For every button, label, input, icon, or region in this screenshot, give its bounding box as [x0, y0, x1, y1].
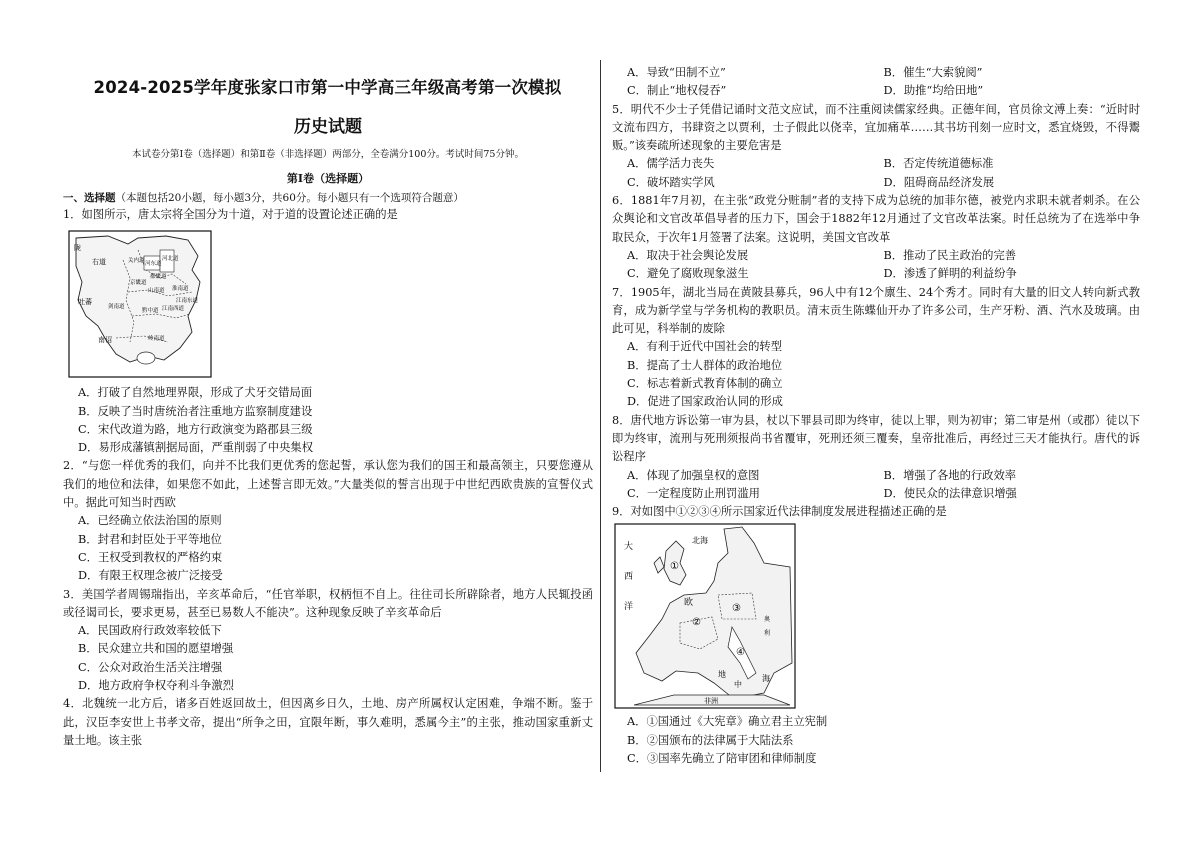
option-row	[612, 485, 1140, 503]
option: D．有限王权理念被广泛接受	[78, 569, 223, 583]
option: B．推动了民主政治的完善	[883, 248, 1017, 262]
question-3-stem: 3．美国学者周锡瑞指出，辛亥革命后，“任官举职，权柄恒不自上。往往司长所辟除者，地方人民辄投函或径谒司长，要求更易，甚至已易数人不能决”。这种现象反映了辛亥革命后	[63, 587, 593, 619]
option: B．反映了当时唐统治者注重地方监察制度建设	[78, 404, 313, 418]
map1-label: 河东道	[145, 261, 162, 268]
map1-label: 陇	[74, 244, 81, 253]
left-column	[63, 60, 593, 750]
map1-label: 剑南道	[108, 304, 125, 311]
question-4-stem: 4．北魏统一北方后，诸多百姓返回故土，但因离乡日久，土地、房产所属权认定困难，争端不断。鉴于此，汉臣李安世上书孝文帝，提出“所争之田，宜限年断，事久难明，悉属今主”的主张，推动国家重新丈量土地。该主张	[63, 697, 593, 747]
option: D．地方政府争权夺利斗争激烈	[78, 679, 234, 693]
option-row	[612, 174, 1140, 192]
map9-label: ①	[670, 561, 679, 573]
option-row	[612, 64, 1140, 82]
option: B．②国颁布的法律属于大陆法系	[627, 733, 794, 747]
question-6-stem: 6．1881年7月初，在主张“政党分赃制”者的支持下成为总统的加菲尔德，被党内求职未就者刺杀。在公众舆论和文官改革倡导者的压力下，国会于1882年12月通过了文官改革法案。时任总统为了在选举中争取民众，于次年1月签署了法案。这说明，美国文官改革	[612, 194, 1140, 244]
option: C．王权受到教权的严格约束	[78, 550, 223, 564]
map1-label: 京畿道	[130, 280, 147, 287]
option: A．体现了加强皇权的意图	[627, 468, 760, 482]
map1-label: 黔中道	[142, 308, 159, 315]
map9-label: ④	[736, 647, 745, 659]
option: C．公众对政治生活关注增强	[78, 660, 223, 674]
europe-map	[614, 523, 796, 709]
option: B．封君和封臣处于平等地位	[78, 532, 222, 546]
map1-label: 右道	[92, 258, 106, 267]
option: A．民国政府行政效率较低下	[78, 624, 222, 638]
option: A．儒学活力丧失	[627, 157, 715, 171]
right-column	[612, 64, 1140, 768]
question-7-stem: 7．1905年，湖北当局在黄陂县募兵，96人中有12个廪生、24个秀才。同时有大量的旧文人转向新式教育，成为新学堂与学务机构的教职员。清末贡生陈蝶仙开办了许多公司，生产牙粉、酒、汽水及玻璃。由此可见，科举制的废除	[612, 285, 1140, 336]
option: A．有利于近代中国社会的转型	[627, 340, 783, 354]
map1-label: 都畿道	[150, 274, 167, 281]
section-label: 一、选择题	[63, 192, 116, 204]
option: A．导致“田制不立”	[627, 66, 726, 79]
map1-label: 南诏	[98, 336, 112, 345]
map9-label: 利	[764, 630, 771, 638]
option: B．提高了士人群体的政治地位	[627, 358, 783, 372]
option: C．③国率先确立了陪审团和律师制度	[627, 752, 817, 766]
option-row	[612, 155, 1140, 173]
option: C．破坏踏实学风	[627, 175, 715, 189]
option-row	[612, 82, 1140, 100]
map9-label: 大	[624, 542, 634, 553]
section-desc: （本题包括20小题，每小题3分，共60分。每小题只有一个选项符合题意）	[115, 192, 464, 204]
question-5-stem: 5．明代不少士子凭借记诵时文范文应试，而不注重阅读儒家经典。正德年间，官员徐文溥上奏：“近时时文流布四方，书肆资之以贾利，士子假此以侥幸，宜加痛革……其书坊刊刻一应时文，悉宜烧毁，不得鬻贩。”该奏疏所述现象的主要危害是	[612, 102, 1140, 153]
map9-label: 中	[734, 680, 742, 690]
map1-label: 山南道	[148, 288, 165, 295]
map1-label: 河北道	[162, 256, 179, 263]
option: D．助推“均给田地”	[883, 84, 984, 98]
option-row	[612, 265, 1140, 283]
option: A．打破了自然地理界限，形成了犬牙交错局面	[78, 386, 313, 400]
exam-note: 本试卷分第Ⅰ卷（选择题）和第Ⅱ卷（非选择题）两部分，全卷满分100分。考试时间75分钟。	[132, 149, 524, 160]
map9-label: 洋	[624, 602, 634, 613]
tang-ten-circuits-map	[68, 230, 212, 378]
question-2-stem: 2．“与您一样优秀的我们，向并不比我们更优秀的您起誓，承认您为我们的国王和最高领主，只要您遵从我们的地位和法律，如果您不如此，上述誓言即无效。”大量类似的誓言出现于中世纪西欧贵族的宣誓仪式中。据此可知当时西欧	[63, 459, 593, 510]
map9-label: ③	[732, 603, 741, 615]
option: B．催生“大索貌阅”	[883, 66, 983, 79]
option: C．一定程度防止刑罚滥用	[627, 486, 760, 500]
map9-label: 欧	[684, 598, 694, 609]
option: D．渗透了鲜明的利益纷争	[883, 267, 1017, 281]
map9-label: ②	[692, 617, 701, 629]
option: D．阻碍商品经济发展	[883, 175, 995, 189]
map9-label: 海	[762, 674, 770, 684]
map1-label: 淮南道	[172, 286, 189, 293]
map9-label: 地	[718, 670, 726, 680]
question-1-stem: 1．如图所示，唐太宗将全国分为十道，对于道的设置论述正确的是	[63, 208, 398, 221]
option: C．避免了腐败现象滋生	[627, 267, 749, 281]
option-row	[612, 247, 1140, 265]
map1-label: 江南西道	[162, 306, 185, 313]
option-row	[612, 467, 1140, 485]
option: C．标志着新式教育体制的确立	[627, 377, 783, 391]
question-9-stem: 9．对如图中①②③④所示国家近代法律制度发展进程描述正确的是	[612, 505, 947, 519]
map9-label: 奥	[764, 616, 771, 624]
map1-label: 吐蕃	[78, 298, 92, 307]
option: C．制止“地权侵吞”	[627, 84, 727, 98]
map1-label: 岭南道	[148, 336, 165, 343]
exam-title: 2024-2025学年度张家口市第一中学高三年级高考第一次模拟	[93, 78, 562, 97]
map9-label: 西	[624, 572, 634, 583]
column-divider	[600, 60, 601, 772]
volume-heading: 第Ⅰ卷（选择题）	[286, 172, 370, 185]
option: D．促进了国家政治认同的形成	[627, 395, 783, 409]
exam-subtitle: 历史试题	[294, 117, 362, 137]
option: B．增强了各地的行政效率	[883, 468, 1017, 482]
option: C．宋代改道为路，地方行政演变为路郡县三级	[78, 422, 313, 436]
map9-label: 非洲	[704, 697, 718, 706]
option: A．已经确立依法治国的原则	[78, 514, 222, 528]
section-heading	[63, 190, 593, 206]
option: A．取决于社会舆论发展	[627, 248, 749, 262]
option: A．①国通过《大宪章》确立君主立宪制	[627, 715, 828, 729]
question-8-stem: 8．唐代地方诉讼第一审为县，杖以下罪县司即为终审，徒以上罪，则为初审；第二审是州（或郡）徒以下即为终审，流刑与死刑须报尚书省覆审，死刑还须三覆奏，皇帝批准后，再经过三天才能执行。唐代的诉讼程序	[612, 413, 1140, 464]
option: D．易形成藩镇割据局面，严重削弱了中央集权	[78, 441, 313, 455]
option: D．使民众的法律意识增强	[883, 486, 1017, 500]
option: B．否定传统道德标准	[883, 157, 994, 171]
option: B．民众建立共和国的愿望增强	[78, 642, 234, 656]
map1-label: 江南东道	[176, 298, 199, 305]
map1-label: 关内道	[128, 258, 145, 265]
map9-label: 北海	[692, 536, 708, 546]
